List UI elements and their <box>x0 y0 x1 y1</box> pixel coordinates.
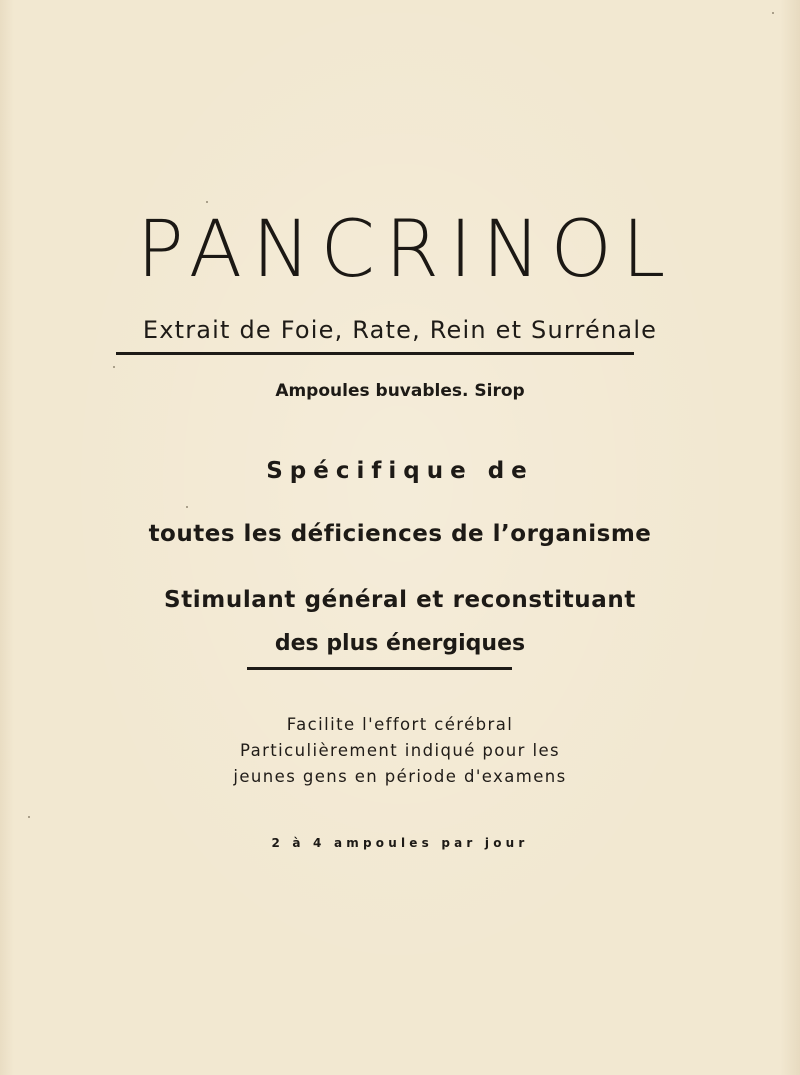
description-line: Facilite l'effort cérébral <box>286 715 514 734</box>
energiques-line: des plus énergiques <box>274 631 526 656</box>
paper-speck <box>186 506 188 508</box>
description <box>0 712 800 790</box>
description-line: Particulièrement indiqué pour les <box>240 741 560 760</box>
dosage-line: 2 à 4 ampoules par jour <box>271 836 529 850</box>
subtitle-underline <box>116 352 634 355</box>
paper-speck <box>772 12 774 14</box>
paper-speck <box>206 201 208 203</box>
description-line: jeunes gens en période d'examens <box>233 767 567 786</box>
stimulant-line: Stimulant général et reconstituant <box>164 587 636 613</box>
paper-speck <box>28 816 30 818</box>
deficiences-line: toutes les déficiences de l’organisme <box>148 521 652 547</box>
paper-speck <box>113 366 115 368</box>
product-forms: Ampoules buvables. Sirop <box>275 381 525 401</box>
product-subtitle: Extrait de Foie, Rate, Rein et Surrénale <box>142 316 658 344</box>
product-title: PANCRINOL <box>136 205 676 295</box>
energiques-underline <box>247 667 512 670</box>
specific-heading: Spécifique de <box>266 458 534 484</box>
